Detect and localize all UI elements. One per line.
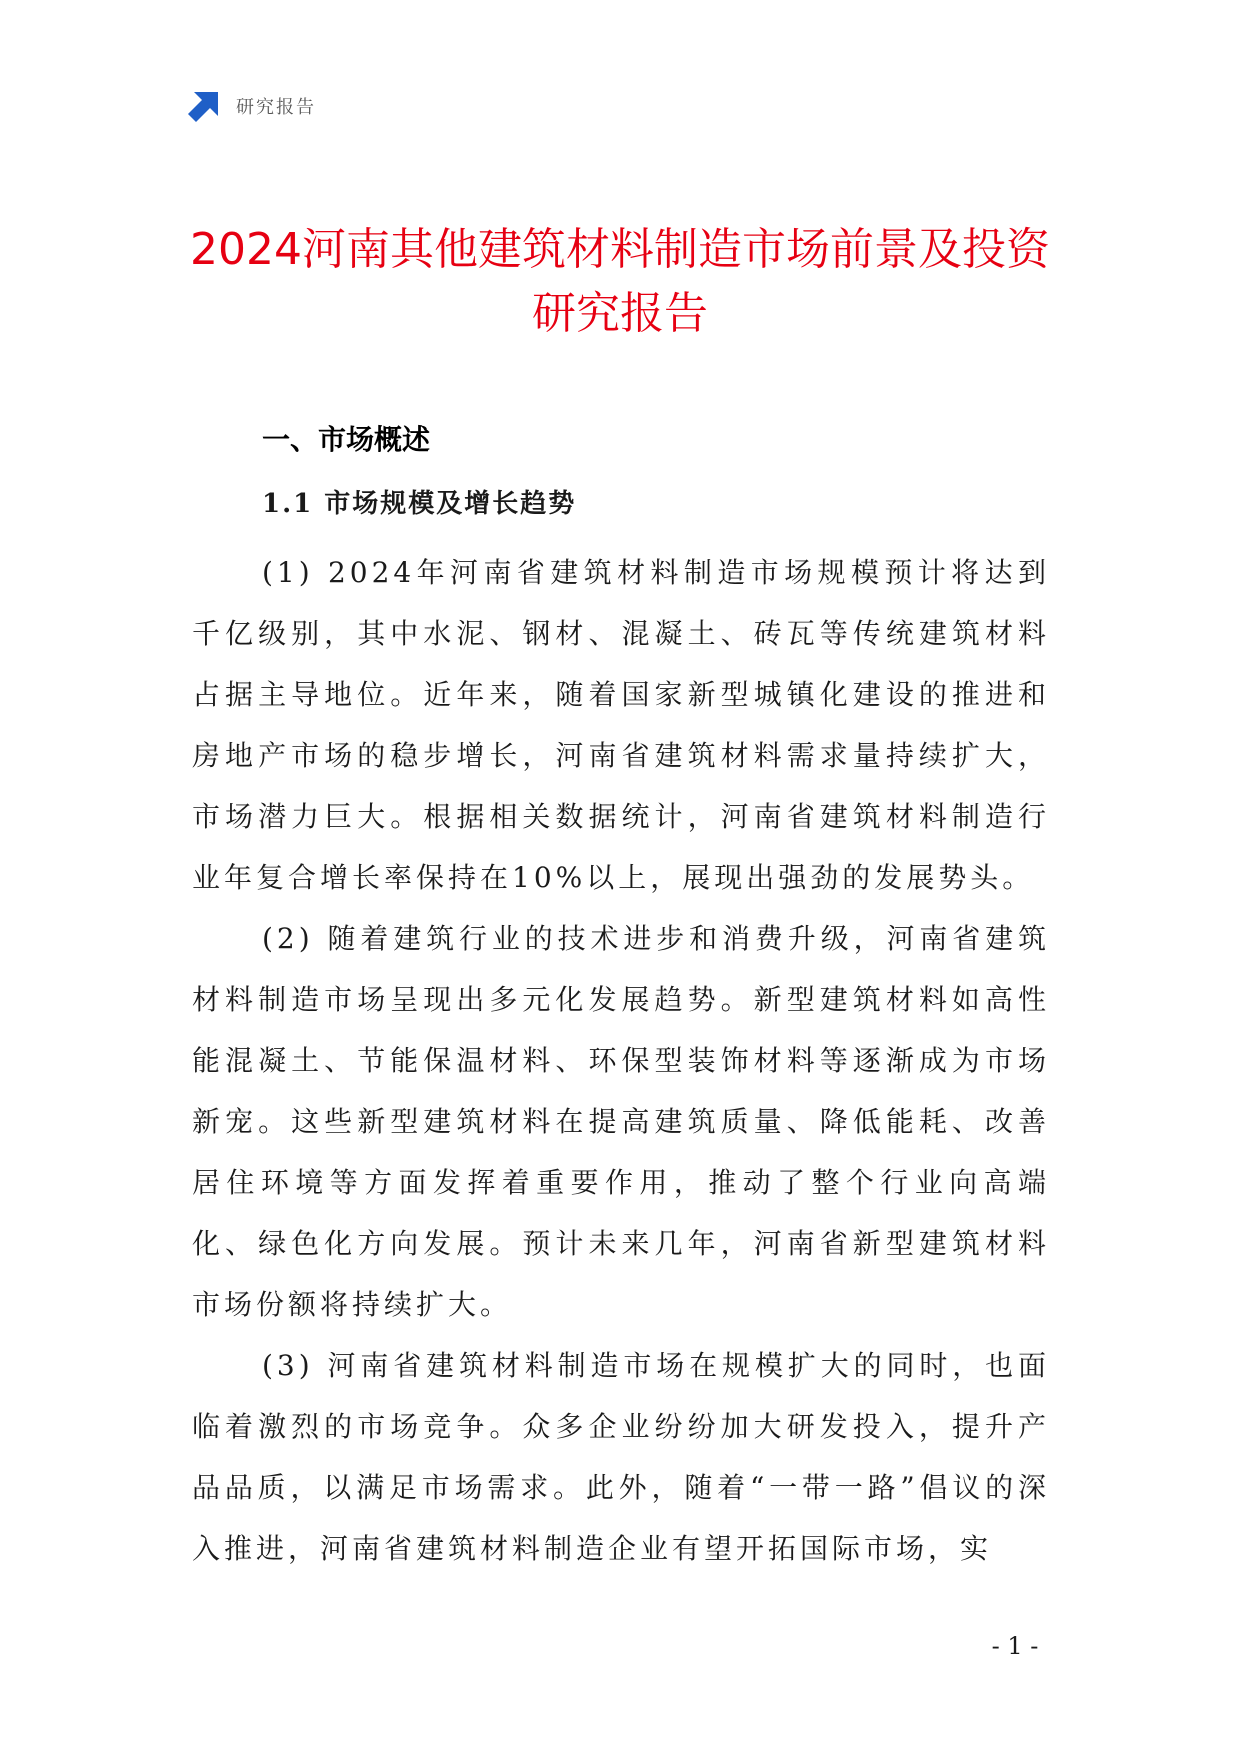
subsection-heading: 1.1 市场规模及增长趋势 bbox=[262, 489, 577, 519]
section-heading: 一、市场概述 bbox=[262, 423, 431, 456]
page-number: - 1 - bbox=[991, 1632, 1039, 1660]
paragraph-1: (1) 2024年河南省建筑材料制造市场规模预计将达到千亿级别，其中水泥、钢材、混凝土、砖瓦等传统建筑材料占据主导地位。近年来，随着国家新型城镇化建设的推进和房地产市场的稳步增长，河南省建筑材料需求量持续扩大，市场潜力巨大。根据相关数据统计，河南省建筑材料制造行业年复合增长率保持在10%以上，展现出强劲的发展势头。 bbox=[192, 556, 1050, 894]
paragraph-2: (2) 随着建筑行业的技术进步和消费升级，河南省建筑材料制造市场呈现出多元化发展趋势。新型建筑材料如高性能混凝土、节能保温材料、环保型装饰材料等逐渐成为市场新宠。这些新型建筑材料在提高建筑质量、降低能耗、改善居住环境等方面发挥着重要作用，推动了整个行业向高端化、绿色化方向发展。预计未来几年，河南省新型建筑材料市场份额将持续扩大。 bbox=[192, 922, 1050, 1321]
document-title: 2024河南其他建筑材料制造市场前景及投资研究报告 bbox=[190, 224, 1050, 339]
arrow-up-right-icon bbox=[188, 90, 220, 122]
report-header bbox=[188, 88, 316, 124]
body-text bbox=[192, 542, 1050, 1579]
paragraph-3: (3) 河南省建筑材料制造市场在规模扩大的同时，也面临着激烈的市场竞争。众多企业纷纷加大研发投入，提升产品品质，以满足市场需求。此外，随着“一带一路”倡议的深入推进，河南省建筑材料制造企业有望开拓国际市场，实 bbox=[192, 1349, 1050, 1565]
header-label: 研究报告 bbox=[236, 97, 316, 118]
